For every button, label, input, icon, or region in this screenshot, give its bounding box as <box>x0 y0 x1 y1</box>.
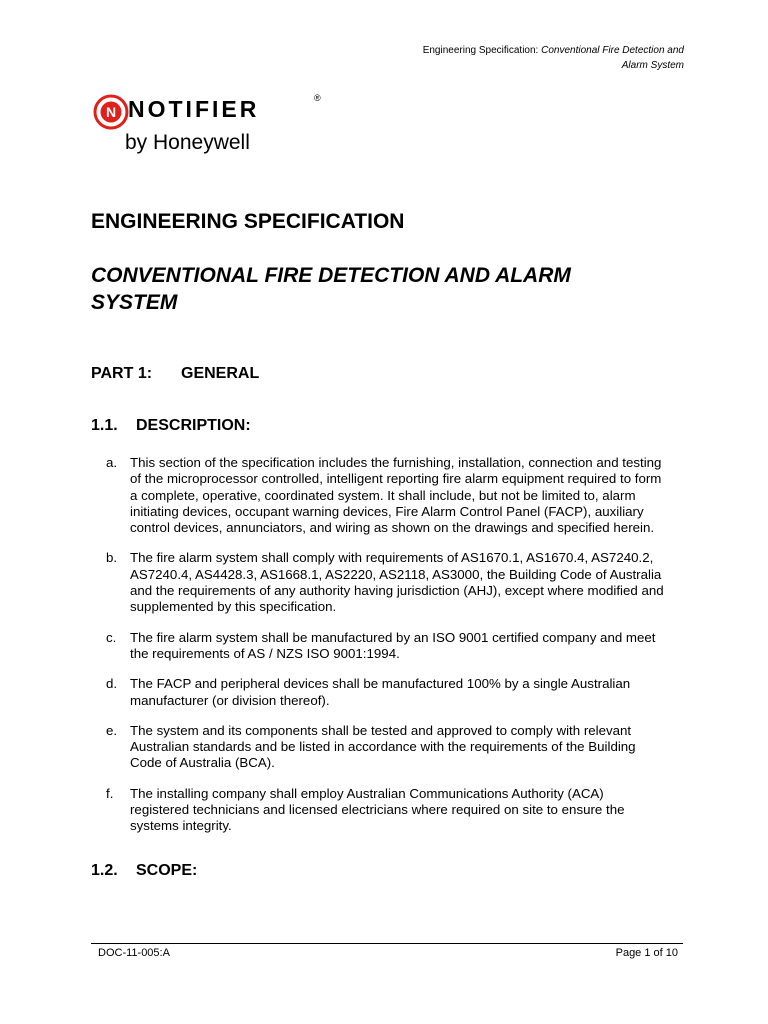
running-header <box>423 43 684 73</box>
list-marker: e. <box>106 722 118 738</box>
section-heading-description <box>91 416 251 436</box>
header-title-line1: Conventional Fire Detection and <box>541 45 684 56</box>
list-item <box>106 723 666 772</box>
list-item <box>106 630 666 663</box>
list-text: The system and its components shall be tested and approved to comply with relevant Australian standards and be listed in accordance with the requirements of the Building Code of Australia (BCA). <box>130 722 636 771</box>
list-marker: f. <box>106 785 114 801</box>
section-heading-scope <box>91 861 197 881</box>
list-text: This section of the specification includes the furnishing, installation, connection and testing of the microprocessor controlled, intelligent reporting fire alarm equipment required to form a complete, operative, coordinated system. It shall include, but not be limited to, alarm initiating devices, occupant warning devices, Fire Alarm Control Panel (FACP), auxiliary control devices, annunciators, and wiring as shown on the drawings and specified herein. <box>130 455 662 536</box>
part-name: GENERAL <box>181 365 260 382</box>
document-heading: ENGINEERING SPECIFICATION <box>91 210 405 233</box>
section-title: SCOPE: <box>136 862 198 879</box>
list-item <box>106 676 666 709</box>
brand-tagline: by Honeywell <box>125 131 250 154</box>
list-text: The FACP and peripheral devices shall be manufactured 100% by a single Australian manufacturer (or division thereof). <box>130 676 631 708</box>
footer-divider <box>91 943 683 944</box>
mark-letter: N <box>105 104 117 120</box>
part-label: PART 1: <box>91 365 153 382</box>
list-item <box>106 455 666 536</box>
registered-mark: ® <box>314 93 321 103</box>
list-marker: c. <box>106 629 117 645</box>
list-marker: b. <box>106 550 118 566</box>
part-heading <box>91 364 259 384</box>
list-item <box>106 786 666 835</box>
footer-doc-id: DOC-11-005:A <box>98 947 170 959</box>
footer-page-number: Page 1 of 10 <box>615 947 678 959</box>
header-label: Engineering Specification: <box>422 45 539 56</box>
description-list <box>106 455 666 835</box>
section-number: 1.2. <box>91 862 118 879</box>
header-title-line2: Alarm System <box>621 60 684 71</box>
document-title: CONVENTIONAL FIRE DETECTION AND ALARM SYSTEM <box>91 264 571 314</box>
list-marker: d. <box>106 676 118 692</box>
list-text: The fire alarm system shall comply with requirements of AS1670.1, AS1670.4, AS7240.2, AS7240.4, AS4428.3, AS1668.1, AS2220, AS2118, AS3000, the Building Code of Australia and the requirements of any authority having jurisdiction (AHJ), except where modified and supplemented by this specification. <box>130 550 664 615</box>
section-number: 1.1. <box>91 417 118 434</box>
section-title: DESCRIPTION: <box>136 417 251 434</box>
brand-name: NOTIFIER <box>128 96 260 122</box>
list-text: The fire alarm system shall be manufactured by an ISO 9001 certified company and meet the requirements of AS / NZS ISO 9001:1994. <box>130 629 656 661</box>
list-marker: a. <box>106 455 118 470</box>
list-text: The installing company shall employ Australian Communications Authority (ACA) registered technicians and licensed electricians where required on site to ensure the systems integrity. <box>130 785 625 834</box>
list-item <box>106 550 666 615</box>
notifier-mark-icon <box>93 92 129 132</box>
